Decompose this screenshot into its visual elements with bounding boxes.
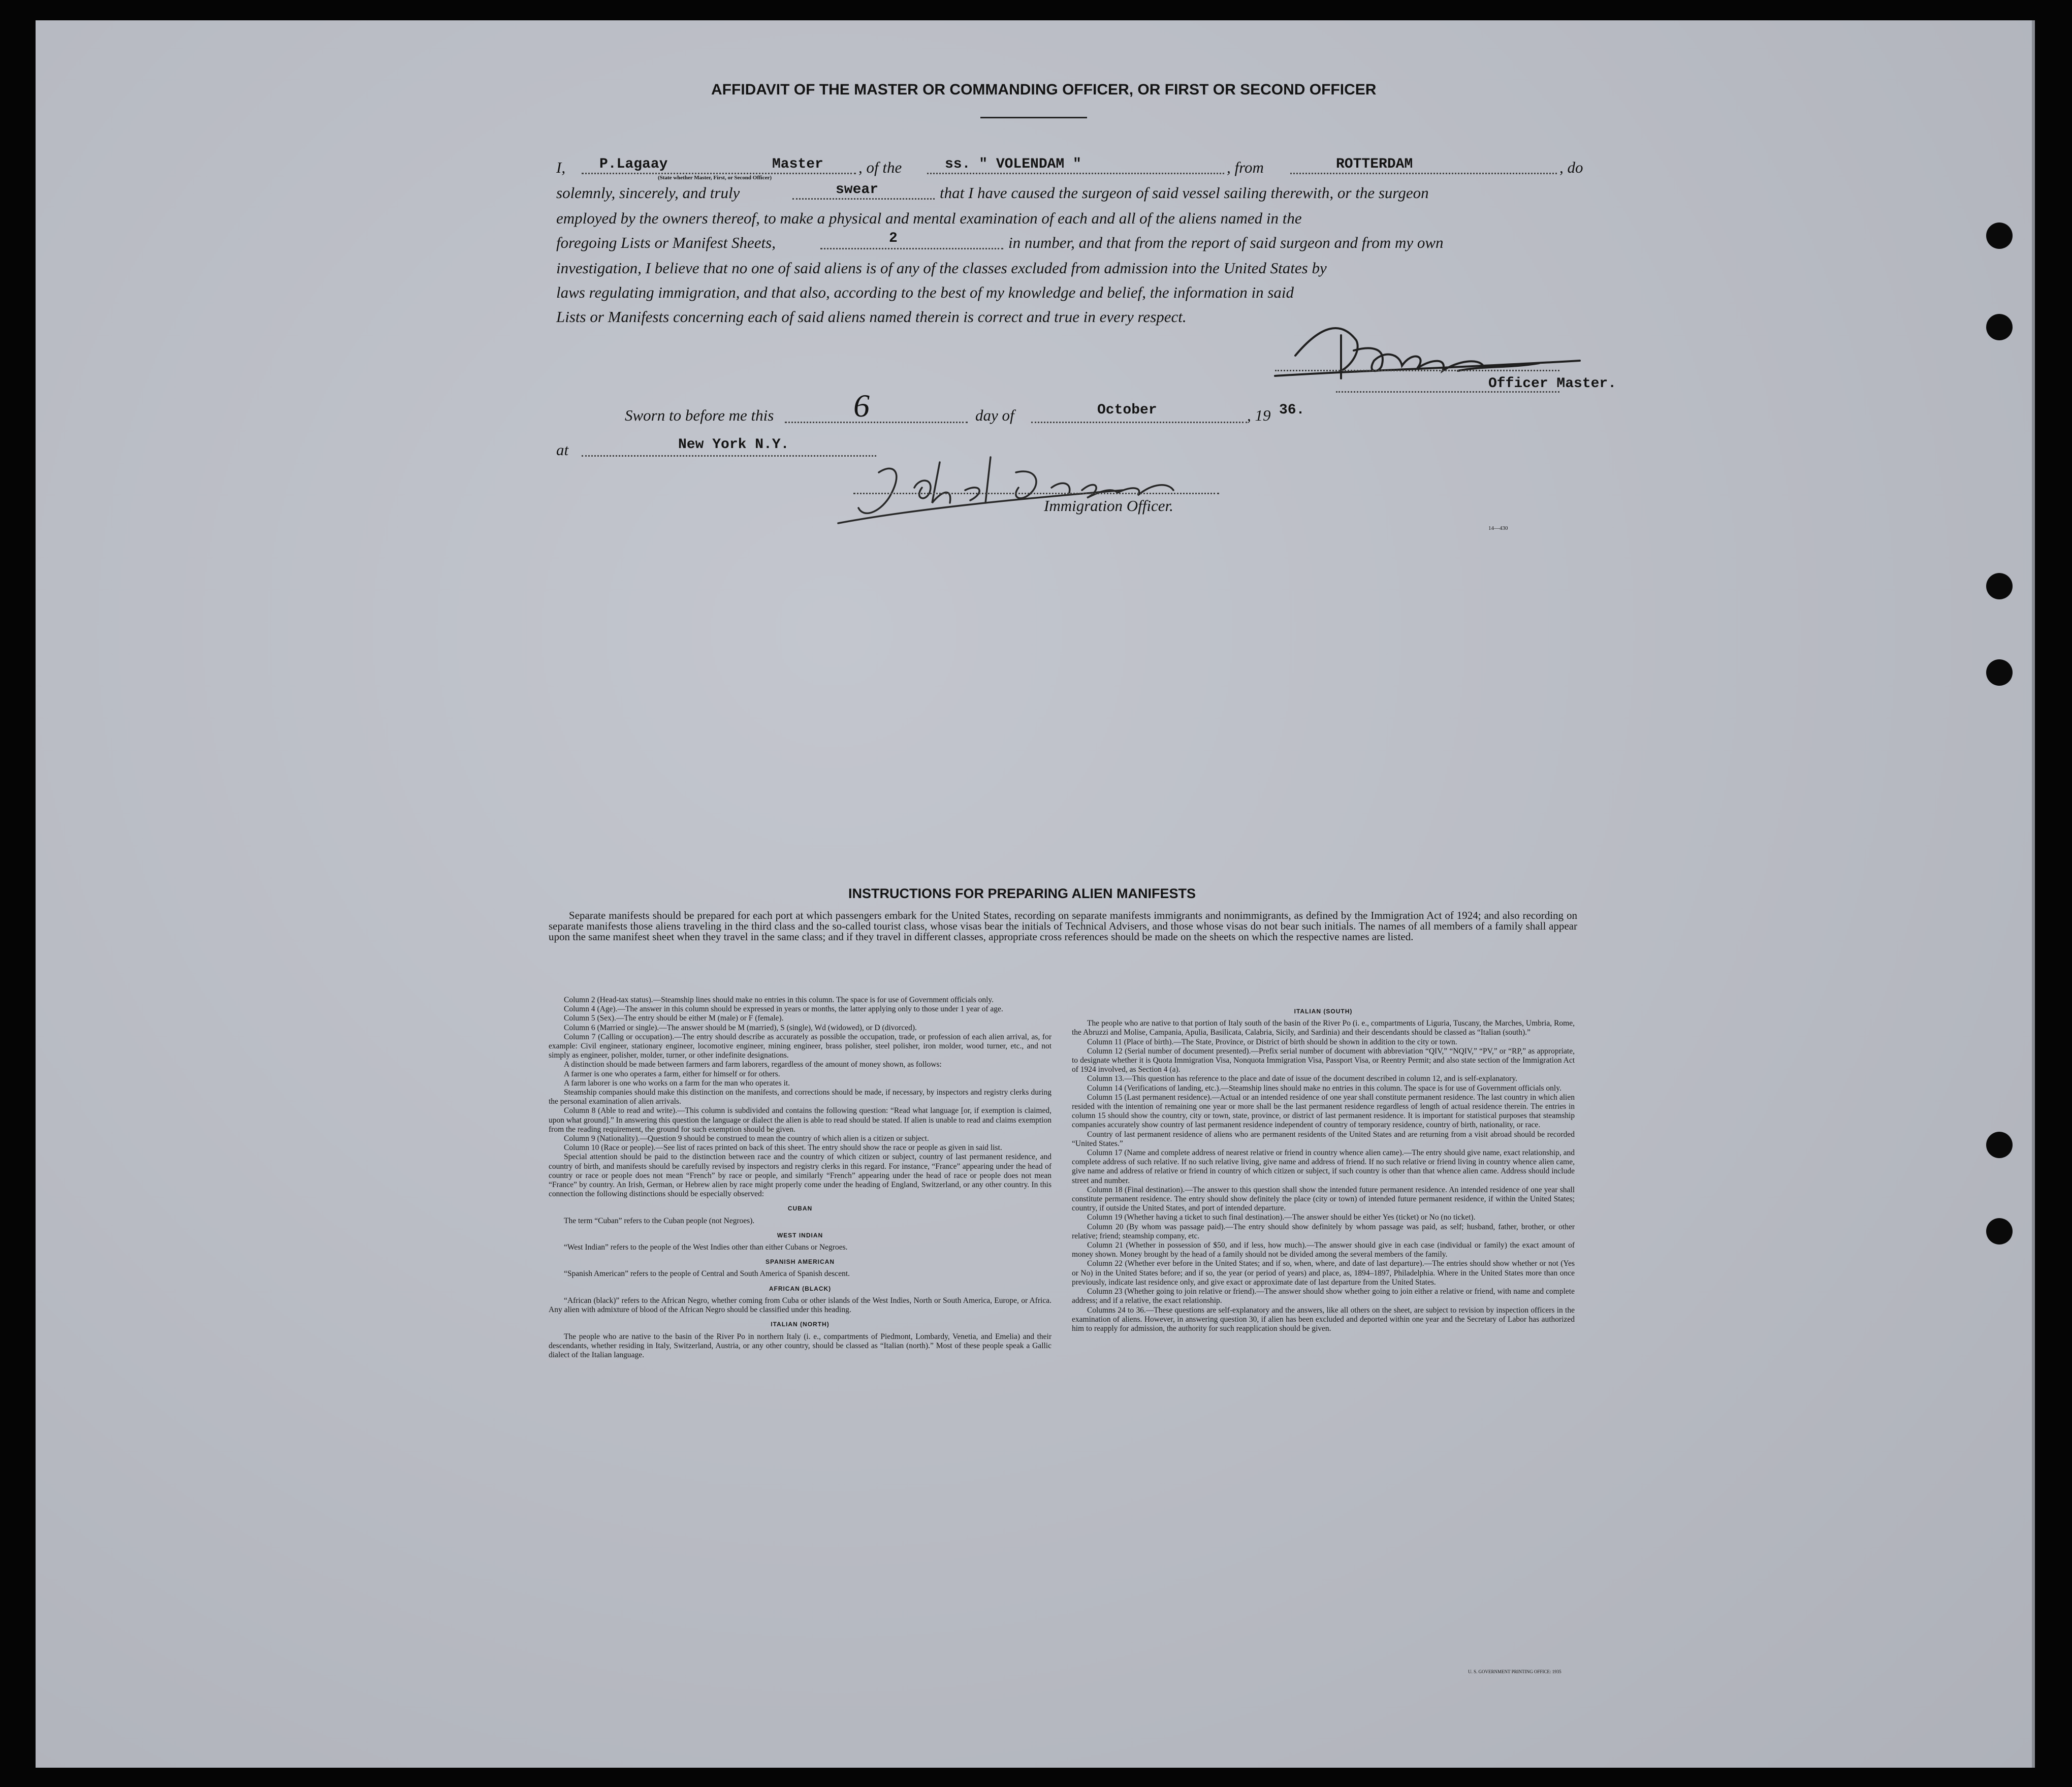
left-p3: Column 5 (Sex).—The entry should be either M (male) or F (female).: [564, 1014, 784, 1023]
left-p11: Column 9 (Nationality).—Question 9 should be construed to mean the country of which alien is a citizen or subject.: [564, 1134, 929, 1143]
right-p14: Columns 24 to 36.—These questions are self-explanatory and the answers, like all others on the sheet, are subject to revision by inspection officers in the examination of aliens. However, in answering question 30, if alien has been excluded and deported within one year and the Secretary of Labor has authorized him to reapply for admission, the authority for such reapplication should be given.: [1072, 1305, 1575, 1333]
left-p1: Column 2 (Head-tax status).—Steamship lines should make no entries in this column. The space is for use of Government officials only.: [564, 996, 994, 1004]
port-line: [1290, 173, 1557, 174]
oath-line: [792, 198, 935, 200]
signer-title: Officer Master.: [1488, 376, 1617, 392]
port-name: ROTTERDAM: [1336, 156, 1413, 172]
right-p8: Column 18 (Final destination).—The answer to this question shall show the intended future permanent residence. An intended residence of one year shall constitute permanent residence. The entry should show definitely the place (city or town) of intended future permanent residence, if within the United States; country, if outside the United States, and port of intended departure.: [1072, 1185, 1575, 1213]
left-p8: A farm laborer is one who works on a farm for the man who operates it.: [564, 1078, 790, 1088]
affidavit-i: I,: [556, 158, 566, 176]
right-p4: Column 14 (Verifications of landing, etc.).—Steamship lines should make no entries in this column. The space is for use of Government officials only.: [1087, 1083, 1561, 1093]
heading-cuban: CUBAN: [787, 1205, 813, 1212]
right-p12: Column 22 (Whether ever before in the United States; and if so, when, where, and date of last departure).—The entries should show whether or not (Yes or No) in the United States before; and if so, the year (or period of years) and place, as, 1894–1897, Philadelphia. Where in the United States more than once previously, indicate last residence only, and give exact or approximate date of last departure from the United States.: [1072, 1259, 1575, 1287]
title-rule: [980, 117, 1087, 118]
sworn-year: 36.: [1279, 402, 1305, 418]
sheets-count: 2: [889, 231, 898, 246]
signature-line: [1275, 370, 1559, 371]
month-line: [1031, 422, 1247, 423]
affidavit-line-5: investigation, I believe that no one of said aliens is of any of the classes excluded from admission into the United States by: [556, 259, 1327, 277]
manifest-sheet: [36, 20, 2035, 1768]
punch-hole-4: [1986, 659, 2013, 686]
intro-paragraph: Separate manifests should be prepared for each port at which passengers embark for the United States, recording on separate manifests immigrants and nonimmigrants, as defined by the Immigration Act of 1924; and also recording on separate manifests those aliens traveling in the third class and the so-called tourist class, whose visas bear the initials of Technical Advisers, and those whose visas do not bear such initials. The names of all members of a family shall appear upon the same manifest sheet when they travel in the same class; and if they travel in different classes, appropriate cross references should be made on the sheets on which the respective names are listed.: [549, 909, 1577, 943]
affidavit-line-2: that I have caused the surgeon of said vessel sailing therewith, or the surgeon: [940, 184, 1429, 202]
left-west-indian: “West Indian” refers to the people of the West Indies other than either Cubans or Negroes.: [564, 1243, 848, 1252]
sheets-line: [820, 248, 1003, 249]
oath-word: swear: [836, 182, 879, 198]
right-p11: Column 21 (Whether in possession of $50, and if less, how much).—The answer should give in each case (individual or family) the exact amount of money shown. Money brought by the head of a family should not be divided among the several members of the family.: [1072, 1241, 1575, 1259]
affidavit-line-3: employed by the owners thereof, to make a physical and mental examination of each and all of the aliens named in the: [556, 209, 1302, 227]
sworn-place: New York N.Y.: [678, 437, 789, 453]
affidavit-line-4-rest: in number, and that from the report of said surgeon and from my own: [1008, 234, 1444, 251]
left-p12: Column 10 (Race or people).—See list of races printed on back of this sheet. The entry should show the race or people as given in said list.: [564, 1143, 1002, 1153]
left-p9: Steamship companies should make this distinction on the manifests, and corrections should be made, if necessary, by inspectors and registry clerks during the personal examination of alien arrivals.: [549, 1088, 1051, 1106]
punch-hole-2: [1986, 314, 2013, 340]
right-p9: Column 19 (Whether having a ticket to such final destination).—The answer should be either Yes (ticket) or No (no ticket).: [1087, 1213, 1476, 1222]
name-line: [582, 173, 856, 174]
from-text: , from: [1227, 158, 1264, 176]
year-prefix: , 19: [1247, 406, 1271, 424]
left-p6: A distinction should be made between farmers and farm laborers, regardless of the amount of money shown, as follows:: [564, 1060, 942, 1069]
instructions-intro: [549, 910, 1577, 942]
left-p13: Special attention should be paid to the distinction between race and the country of which citizen or subject, country of last permanent residence, and country of birth, and manifests should be carefully revised by inspectors and registry clerks in this regard. For instance, “France” appearing under the head of country or race or people does not mean “French” by race or people, and similarly “French” appearing under the head of race or people does not mean “France” by country. An Irish, German, or Hebrew alien by race might properly come under the heading of England, Switzerland, or any other country. In this connection the following distinctions should be especially observed:: [549, 1153, 1051, 1199]
do-text: , do: [1559, 158, 1583, 176]
instructions-right-column: [1072, 1007, 1575, 1667]
vessel-name: ss. " VOLENDAM ": [945, 156, 1081, 172]
right-p13: Column 23 (Whether going to join relative or friend).—The answer should show whether going to join either a relative or friend, with name and complete address; and if a relative, the exact relationship.: [1072, 1287, 1575, 1305]
at-text: at: [556, 441, 569, 459]
sworn-day: 6: [853, 388, 870, 424]
left-p7: A farmer is one who operates a farm, either for himself or for others.: [564, 1069, 780, 1078]
officer-signature: [818, 442, 1265, 528]
rank-value: Master: [772, 156, 823, 172]
right-p6: Country of last permanent residence of aliens who are permanent residents of the United States and are returning from a visit abroad should be recorded “United States.”: [1072, 1130, 1575, 1148]
punch-hole-5: [1986, 1132, 2013, 1158]
heading-west-indian: WEST INDIAN: [777, 1231, 823, 1239]
officer-line: [853, 493, 1219, 494]
left-cuban: The term “Cuban” refers to the Cuban people (not Negroes).: [564, 1216, 755, 1225]
right-p3: Column 13.—This question has reference to the place and date of issue of the document described in column 12, and is self-explanatory.: [1087, 1074, 1517, 1083]
heading-african: AFRICAN (BLACK): [769, 1285, 832, 1292]
right-p7: Column 17 (Name and complete address of nearest relative or friend in country whence alien came).—The entry should give name, exact relationship, and complete address of such relative. If no such relative living, give name and address of friend. If no such relative or friend living in country whence alien came, give name and address of relative or friend in country of which citizen or subject, if such country is other than that whence alien came. Address should include street and number.: [1072, 1148, 1575, 1185]
affidavit-line-4-start: foregoing Lists or Manifest Sheets,: [556, 234, 776, 251]
day-of-text: day of: [975, 406, 1014, 424]
sworn-text: Sworn to before me this: [625, 406, 774, 424]
left-spanish-american: “Spanish American” refers to the people of Central and South America of Spanish descent.: [564, 1269, 850, 1279]
left-p4: Column 6 (Married or single).—The answer should be M (married), S (single), Wd (widowed), or D (divorced).: [564, 1023, 917, 1032]
left-italian-north: The people who are native to the basin of the River Po in northern Italy (i. e., compartments of Piedmont, Lombardy, Venetia, and Emelia) and their descendants, whether residing in Italy, Switzerland, Austria, or any other country, should be classed as “Italian (north).” Most of these people speak a Gallic dialect of the Italian language.: [549, 1332, 1051, 1359]
right-p1: Column 11 (Place of birth).—The State, Province, or District of birth should be shown in addition to the city or town.: [1087, 1037, 1457, 1046]
of-the-text: , of the: [858, 158, 902, 176]
right-p10: Column 20 (By whom was passage paid).—The entry should show definitely by whom passage was paid, as self; husband, father, brother, or other relative; friend; steamship company, etc.: [1072, 1222, 1575, 1240]
solemnly-text: solemnly, sincerely, and truly: [556, 184, 740, 202]
day-line: [785, 422, 968, 423]
instructions-left-column: [549, 996, 1051, 1661]
sworn-month: October: [1097, 402, 1157, 418]
heading-italian-north: ITALIAN (NORTH): [771, 1321, 830, 1328]
form-number: 14—430: [1488, 525, 1508, 531]
affidavit-line-7: Lists or Manifests concerning each of said aliens named therein is correct and true in every respect.: [556, 308, 1187, 326]
right-p5: Column 15 (Last permanent residence).—Actual or an intended residence of one year shall constitute permanent residence. The last country in which alien resided with the intention of remaining one year or more shall be the last permanent residence regardless of length of actual residence therein. The entries in column 15 should show the country, city or town, state, province, or district of last permanent residence. It is important for statistical purposes that steamship companies accurately show country of last permanent residence independent of country of temporary residence, country of birth, nationality, or race.: [1072, 1093, 1575, 1130]
heading-spanish-american: SPANISH AMERICAN: [765, 1258, 835, 1266]
instructions-title: INSTRUCTIONS FOR PREPARING ALIEN MANIFESTS: [848, 886, 1196, 901]
master-name: P.Lagaay: [599, 156, 668, 172]
right-p2: Column 12 (Serial number of document presented).—Prefix serial number of document with abbreviation “QIV,” “NQIV,” “PV,” or “RP,” as appropriate, to designate whether it is Quota Immigration Visa, Nonquota Immigration Visa, Passport Visa, or Reentry Permit; and also state section of the Immigration Act of 1924 involved, as Section 4 (a).: [1072, 1046, 1575, 1074]
left-p10: Column 8 (Able to read and write).—This column is subdivided and contains the following question: “Read what language [or, if exemption is claimed, upon what ground].” In answering this question the language or dialect the alien is able to read should be stated. If alien is unable to read and claims exemption from the reading requirement, the ground for such exemption should be given.: [549, 1106, 1051, 1134]
punch-hole-3: [1986, 573, 2013, 599]
punch-hole-1: [1986, 222, 2013, 249]
right-italian-south: The people who are native to that portion of Italy south of the basin of the River Po (i. e., compartments of Liguria, Tuscany, the Marches, Umbria, Rome, the Abruzzi and Molise, Campania, Apulia, Basilicata, Calabria, Sicily, and Sardinia) and their descendants should be classed as “Italian (south).”: [1072, 1019, 1575, 1037]
heading-italian-south: ITALIAN (SOUTH): [1294, 1008, 1353, 1015]
affidavit-line-6: laws regulating immigration, and that also, according to the best of my knowledge and belief, the information in said: [556, 283, 1294, 301]
rank-note: (State whether Master, First, or Second Officer): [658, 175, 772, 181]
affidavit-title: AFFIDAVIT OF THE MASTER OR COMMANDING OFFICER, OR FIRST OR SECOND OFFICER: [711, 81, 1377, 98]
left-p5: Column 7 (Calling or occupation).—The entry should describe as accurately as possible the occupation, trade, or profession of each alien arrival, as, for example: Civil engineer, stationary engineer, locomotive engineer, mining engineer, brass polisher, steel polisher, iron molder, wood turner, etc., and not simply as engineer, polisher, molder, turner, or other indefinite designations.: [549, 1032, 1051, 1060]
printer-imprint: U. S. GOVERNMENT PRINTING OFFICE: 1935: [1468, 1669, 1561, 1674]
vessel-line: [927, 173, 1224, 174]
left-african: “African (black)” refers to the African Negro, whether coming from Cuba or other islands of the West Indies, North or South America, Europe, or Africa. Any alien with admixture of blood of the African Negro should be classified under this heading.: [549, 1296, 1051, 1315]
punch-hole-6: [1986, 1218, 2013, 1244]
officer-title: Immigration Officer.: [1044, 497, 1173, 515]
left-p2: Column 4 (Age).—The answer in this column should be expressed in years or months, the latter applying only to those under 1 year of age.: [564, 1005, 1003, 1014]
